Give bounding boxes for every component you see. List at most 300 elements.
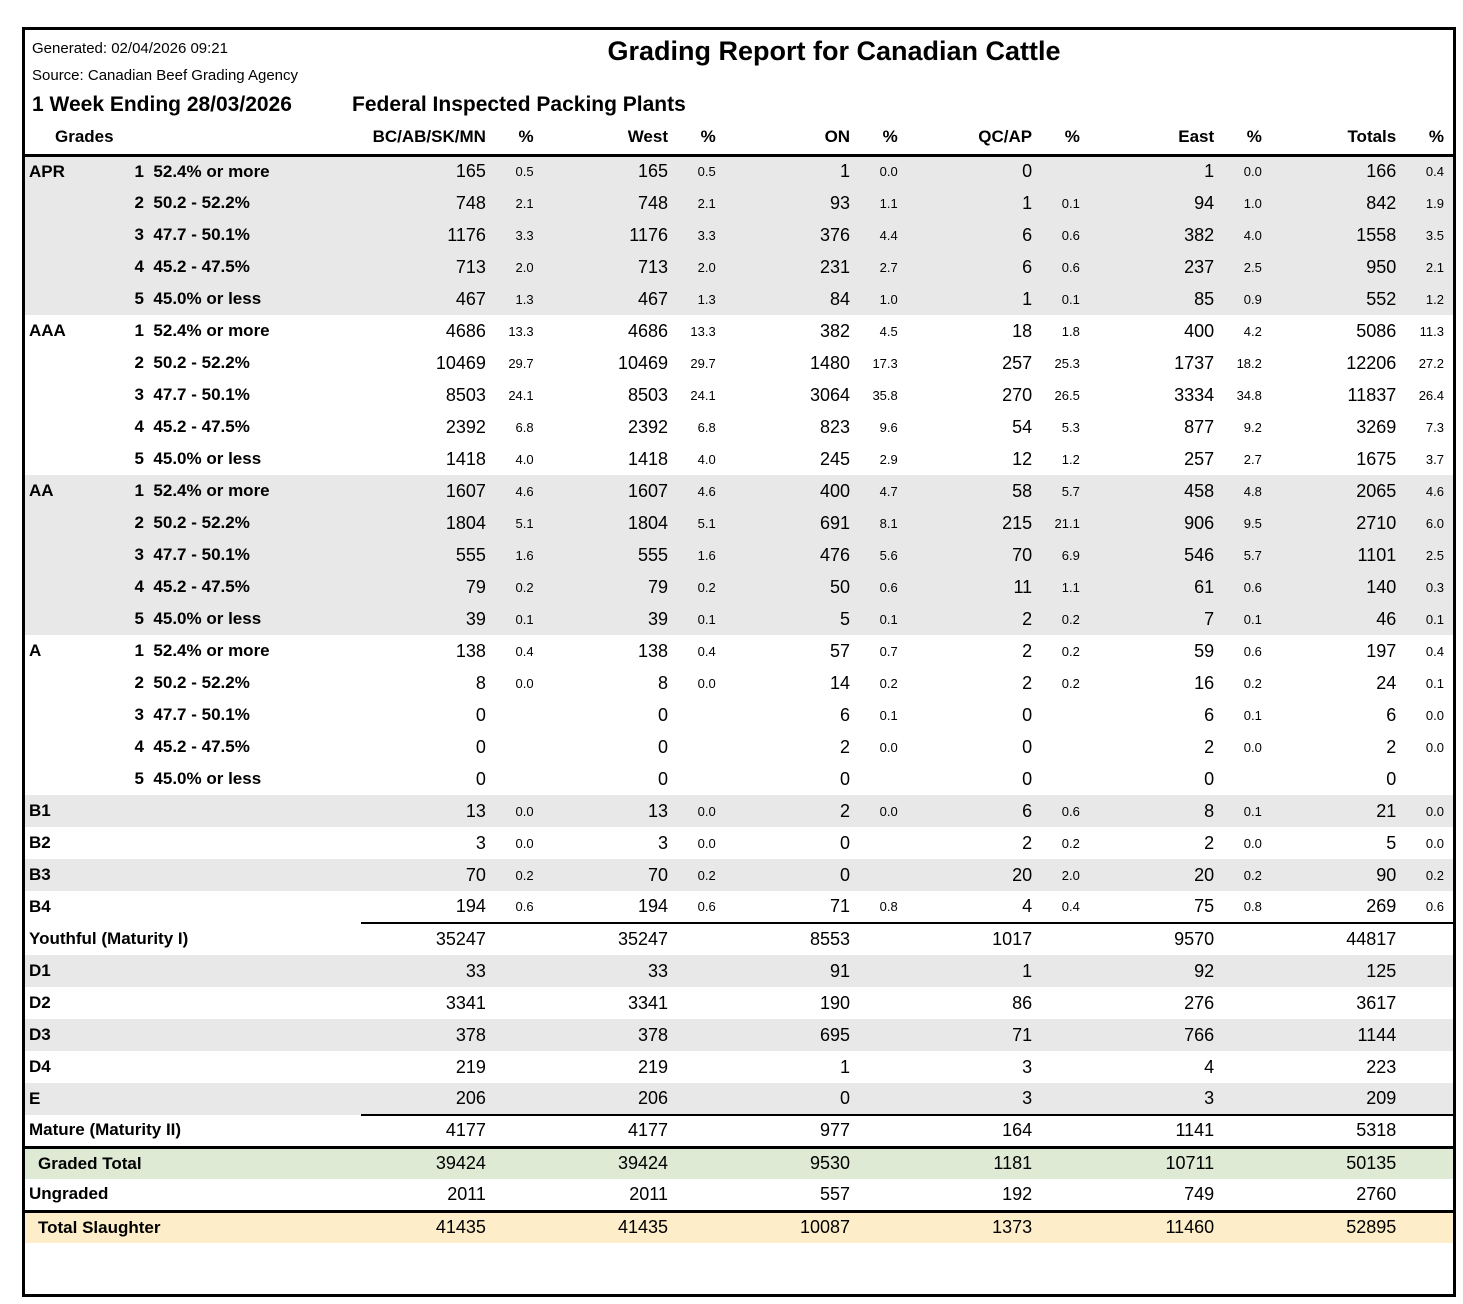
cell-value: 1737 xyxy=(1174,352,1215,373)
cell-percent xyxy=(674,1083,725,1115)
cell-percent: 0.0 xyxy=(1243,835,1262,851)
cell-percent: 9.5 xyxy=(1243,515,1262,531)
cell-percent: 0.2 xyxy=(515,579,534,595)
cell-value: 1 xyxy=(1204,161,1215,182)
cell-value: 3341 xyxy=(627,992,668,1013)
cell-percent: 4.0 xyxy=(1243,227,1262,243)
cell-subgrade-label: 5 45.0% or less xyxy=(134,449,262,468)
cell-value: 8 xyxy=(475,672,486,693)
cell-percent: 1.9 xyxy=(1425,195,1444,211)
cell-percent xyxy=(674,923,725,955)
cell-percent xyxy=(492,1051,543,1083)
cell-subgrade-label: 2 50.2 - 52.2% xyxy=(134,193,250,212)
cell-value: 467 xyxy=(455,288,486,309)
cell-value: 0 xyxy=(840,864,851,885)
cell-percent: 2.0 xyxy=(1061,867,1080,883)
cell-percent xyxy=(674,1179,725,1211)
cell-value: 0 xyxy=(657,768,668,789)
cell-value: 70 xyxy=(1012,544,1033,565)
cell-percent: 4.7 xyxy=(879,483,898,499)
cell-percent: 0.1 xyxy=(1061,291,1080,307)
cell-percent: 17.3 xyxy=(872,355,898,371)
cell-value: 6 xyxy=(1204,704,1215,725)
column-header-east: East xyxy=(1089,122,1220,155)
cell-value: 2 xyxy=(1022,672,1033,693)
cell-value: 748 xyxy=(455,192,486,213)
cell-subgrade-label: 3 47.7 - 50.1% xyxy=(134,705,250,724)
cell-percent: 0.1 xyxy=(1425,675,1444,691)
cell-percent: 0.6 xyxy=(879,579,898,595)
cell-subgrade-label: 2 50.2 - 52.2% xyxy=(134,673,250,692)
cell-percent: 1.8 xyxy=(1061,323,1080,339)
cell-percent: 0.0 xyxy=(1425,835,1444,851)
cell-value: 209 xyxy=(1366,1088,1397,1108)
table-row xyxy=(25,315,1453,347)
cell-subgrade-label: 1 52.4% or more xyxy=(134,481,270,500)
cell-percent xyxy=(492,1115,543,1147)
cell-value: 1804 xyxy=(445,512,486,533)
cell-value: 11837 xyxy=(1347,384,1397,405)
cell-percent xyxy=(1402,1051,1453,1083)
cell-value: 0 xyxy=(475,768,486,789)
cell-value: 16 xyxy=(1194,672,1215,693)
table-row xyxy=(25,539,1453,571)
cell-percent: 2.0 xyxy=(697,259,716,275)
table-row xyxy=(25,1051,1453,1083)
cell-value: 84 xyxy=(830,288,851,309)
cell-value: 10087 xyxy=(725,1211,856,1243)
cell-grade-label: B3 xyxy=(29,865,51,884)
cell-percent xyxy=(492,955,543,987)
cell-value: 3334 xyxy=(1174,384,1215,405)
table-row xyxy=(25,763,1453,795)
cell-percent xyxy=(1038,1115,1089,1147)
cell-value: 1480 xyxy=(810,352,851,373)
cell-subgrade-label: 1 52.4% or more xyxy=(134,321,270,340)
cell-percent: 1.2 xyxy=(1425,291,1444,307)
cell-value: 6 xyxy=(1022,256,1033,277)
cell-percent: 6.0 xyxy=(1425,515,1444,531)
cell-grade-label: D2 xyxy=(29,993,51,1012)
cell-value: 9530 xyxy=(725,1147,856,1179)
cell-percent xyxy=(1402,1115,1453,1147)
cell-value: 2 xyxy=(1204,736,1215,757)
cell-value: 79 xyxy=(647,576,668,597)
cell-percent: 0.9 xyxy=(1243,291,1262,307)
cell-percent: 2.9 xyxy=(879,451,898,467)
cell-percent xyxy=(856,1051,907,1083)
cell-grade-label: APR xyxy=(29,161,65,181)
column-header-pct-4: % xyxy=(1038,122,1089,155)
cell-value: 552 xyxy=(1366,288,1397,309)
cell-value: 555 xyxy=(637,544,668,565)
cell-value: 546 xyxy=(1184,544,1215,565)
cell-percent: 7.3 xyxy=(1425,419,1444,435)
cell-subgrade-label: 2 50.2 - 52.2% xyxy=(134,513,250,532)
cell-percent: 34.8 xyxy=(1236,387,1262,403)
cell-percent: 1.0 xyxy=(1243,195,1262,211)
cell-value: 8553 xyxy=(725,923,856,955)
cell-value: 70 xyxy=(465,864,486,885)
cell-percent: 0.2 xyxy=(1061,611,1080,627)
cell-value: 41435 xyxy=(361,1211,492,1243)
cell-percent: 0.6 xyxy=(1425,899,1444,914)
cell-percent xyxy=(1220,923,1271,955)
cell-value: 2 xyxy=(1386,736,1397,757)
cell-percent xyxy=(856,1083,907,1115)
cell-value: 269 xyxy=(1366,896,1397,916)
cell-percent: 0.0 xyxy=(515,803,534,819)
table-row xyxy=(25,699,1453,731)
cell-percent: 5.6 xyxy=(879,547,898,563)
cell-percent: 1.1 xyxy=(879,195,898,211)
cell-percent: 0.0 xyxy=(697,675,716,691)
cell-grade-label: Mature (Maturity II) xyxy=(29,1120,182,1140)
cell-percent: 0.0 xyxy=(697,803,716,819)
cell-percent: 21.1 xyxy=(1054,515,1080,531)
cell-value: 86 xyxy=(1012,992,1033,1013)
table-row xyxy=(25,1083,1453,1115)
cell-percent xyxy=(1038,155,1089,187)
cell-percent: 0.2 xyxy=(515,867,534,883)
cell-value: 0 xyxy=(657,704,668,725)
cell-percent xyxy=(1402,1019,1453,1051)
cell-percent xyxy=(1038,1083,1089,1115)
cell-value: 3 xyxy=(1022,1056,1033,1077)
cell-value: 18 xyxy=(1012,320,1033,341)
week-ending-line xyxy=(32,89,1453,120)
cell-subgrade-label: 2 50.2 - 52.2% xyxy=(134,353,250,372)
cell-value: 197 xyxy=(1366,640,1397,661)
column-header-qc-ap: QC/AP xyxy=(907,122,1038,155)
table-row xyxy=(25,187,1453,219)
cell-grade-label: Ungraded xyxy=(29,1184,109,1204)
cell-subgrade-label: 5 45.0% or less xyxy=(134,609,262,628)
cell-percent: 1.1 xyxy=(1061,579,1080,595)
cell-value: 1 xyxy=(1022,288,1033,309)
cell-percent: 0.4 xyxy=(1425,643,1444,659)
cell-percent: 1.2 xyxy=(1061,451,1080,467)
cell-percent: 0.5 xyxy=(697,164,716,180)
cell-percent xyxy=(1402,1211,1453,1243)
cell-value: 257 xyxy=(1002,352,1033,373)
cell-percent: 0.1 xyxy=(1243,707,1262,723)
table-row xyxy=(25,219,1453,251)
cell-value: 0 xyxy=(1022,704,1033,725)
cell-percent: 0.3 xyxy=(1425,579,1444,595)
table-row xyxy=(25,1115,1453,1147)
table-row xyxy=(25,411,1453,443)
cell-percent xyxy=(1038,1147,1089,1179)
cell-percent: 0.6 xyxy=(1061,259,1080,275)
cell-value: 5086 xyxy=(1356,320,1397,341)
cell-value: 2 xyxy=(840,800,851,821)
cell-percent: 5.1 xyxy=(515,515,534,531)
cell-value: 257 xyxy=(1184,448,1215,469)
cell-percent: 0.0 xyxy=(879,739,898,755)
cell-value: 24 xyxy=(1376,672,1397,693)
cell-value: 33 xyxy=(647,960,668,981)
cell-value: 0 xyxy=(840,768,851,789)
cell-grade-label: E xyxy=(29,1089,41,1108)
cell-value: 11 xyxy=(1013,576,1033,597)
cell-value: 376 xyxy=(820,224,851,245)
cell-value: 219 xyxy=(637,1056,668,1077)
cell-grade-label xyxy=(25,411,134,443)
cell-percent xyxy=(674,1051,725,1083)
cell-value: 4 xyxy=(1022,896,1033,916)
cell-percent xyxy=(1402,987,1453,1019)
cell-grade-label xyxy=(25,443,134,475)
cell-value: 691 xyxy=(820,512,851,533)
cell-value: 194 xyxy=(637,896,668,916)
cell-percent xyxy=(1220,1083,1271,1115)
cell-percent xyxy=(1220,1179,1271,1211)
cell-value: 1 xyxy=(840,161,851,182)
cell-grade-label xyxy=(25,571,134,603)
cell-percent: 6.8 xyxy=(515,419,534,435)
cell-percent xyxy=(856,987,907,1019)
header-row xyxy=(25,122,1453,155)
cell-subgrade-label: 4 45.2 - 47.5% xyxy=(134,257,250,276)
cell-value: 557 xyxy=(820,1183,851,1204)
cell-value: 52895 xyxy=(1271,1211,1402,1243)
cell-percent: 18.2 xyxy=(1236,355,1262,371)
cell-percent: 13.3 xyxy=(690,323,716,339)
cell-percent: 0.4 xyxy=(697,643,716,659)
cell-value: 3 xyxy=(657,832,668,853)
cell-grade-label xyxy=(25,699,134,731)
grading-table xyxy=(25,122,1453,1243)
cell-value: 3064 xyxy=(810,384,851,405)
cell-percent: 0.2 xyxy=(697,579,716,595)
cell-value: 382 xyxy=(1184,224,1215,245)
cell-value: 58 xyxy=(1012,480,1033,501)
cell-value: 2 xyxy=(1022,640,1033,661)
cell-grade-label xyxy=(25,507,134,539)
cell-percent xyxy=(1220,1115,1271,1147)
cell-percent: 5.3 xyxy=(1061,419,1080,435)
table-row xyxy=(25,859,1453,891)
cell-value: 2760 xyxy=(1356,1183,1397,1204)
cell-value: 1607 xyxy=(627,480,668,501)
cell-percent xyxy=(856,1147,907,1179)
cell-subgrade-label: 4 45.2 - 47.5% xyxy=(134,577,250,596)
cell-subgrade-label: 4 45.2 - 47.5% xyxy=(134,417,250,436)
cell-percent: 0.0 xyxy=(1425,739,1444,755)
cell-grade-label: Youthful (Maturity I) xyxy=(29,929,189,948)
grading-table-body xyxy=(25,155,1453,1243)
cell-percent xyxy=(856,923,907,955)
cell-value: 4177 xyxy=(361,1115,492,1147)
cell-grade-label: D1 xyxy=(29,961,51,980)
cell-value: 91 xyxy=(830,960,851,981)
cell-percent: 0.2 xyxy=(1425,867,1444,883)
cell-percent: 0.6 xyxy=(697,899,716,914)
cell-percent xyxy=(856,1179,907,1211)
cell-percent: 13.3 xyxy=(508,323,534,339)
table-row xyxy=(25,987,1453,1019)
cell-percent xyxy=(674,763,725,795)
cell-value: 39424 xyxy=(361,1147,492,1179)
cell-value: 906 xyxy=(1184,512,1215,533)
cell-value: 1176 xyxy=(629,224,668,245)
cell-percent: 1.6 xyxy=(515,547,534,563)
cell-value: 1 xyxy=(1022,960,1033,981)
column-header-pct-5: % xyxy=(1220,122,1271,155)
cell-percent xyxy=(1220,1051,1271,1083)
cell-value: 5 xyxy=(840,608,851,629)
report-sheet xyxy=(22,27,1456,1297)
cell-percent: 0.5 xyxy=(515,164,534,180)
cell-percent: 6.9 xyxy=(1061,547,1080,563)
cell-value: 1 xyxy=(840,1056,851,1077)
cell-value: 44817 xyxy=(1271,923,1402,955)
cell-value: 57 xyxy=(830,640,851,661)
cell-percent: 26.4 xyxy=(1418,387,1444,403)
cell-percent xyxy=(492,1211,543,1243)
cell-value: 33 xyxy=(465,960,486,981)
cell-percent xyxy=(1038,987,1089,1019)
cell-value: 206 xyxy=(455,1088,486,1108)
cell-value: 2011 xyxy=(447,1183,486,1204)
column-header-pct-2: % xyxy=(674,122,725,155)
cell-value: 90 xyxy=(1376,864,1397,885)
cell-value: 94 xyxy=(1194,192,1215,213)
cell-percent: 11.3 xyxy=(1419,323,1444,339)
column-header-on: ON xyxy=(725,122,856,155)
cell-percent xyxy=(1402,763,1453,795)
cell-value: 400 xyxy=(820,480,851,501)
cell-value: 555 xyxy=(455,544,486,565)
cell-value: 54 xyxy=(1012,416,1033,437)
cell-value: 748 xyxy=(637,192,668,213)
cell-percent: 2.0 xyxy=(515,259,534,275)
cell-percent: 0.0 xyxy=(1425,707,1444,723)
cell-percent xyxy=(1402,1147,1453,1179)
cell-grade-label xyxy=(25,251,134,283)
table-row xyxy=(25,891,1453,923)
table-row xyxy=(25,507,1453,539)
cell-value: 50135 xyxy=(1271,1147,1402,1179)
cell-percent: 0.2 xyxy=(1061,643,1080,659)
cell-percent: 35.8 xyxy=(872,387,898,403)
cell-value: 50 xyxy=(830,576,851,597)
cell-percent xyxy=(492,1019,543,1051)
column-header-totals: Totals xyxy=(1271,122,1402,155)
cell-percent xyxy=(1220,763,1271,795)
cell-percent xyxy=(1038,955,1089,987)
cell-percent: 2.1 xyxy=(515,195,534,211)
cell-value: 166 xyxy=(1366,161,1397,182)
cell-percent: 0.1 xyxy=(1061,195,1080,211)
table-row xyxy=(25,635,1453,667)
cell-percent xyxy=(674,955,725,987)
cell-value: 194 xyxy=(455,896,486,916)
cell-value: 6 xyxy=(1386,704,1397,725)
cell-percent xyxy=(674,699,725,731)
cell-percent: 0.2 xyxy=(1061,675,1080,691)
cell-percent xyxy=(1220,987,1271,1019)
cell-value: 1418 xyxy=(445,448,486,469)
cell-percent: 4.2 xyxy=(1243,323,1262,339)
cell-value: 400 xyxy=(1184,320,1215,341)
cell-value: 2710 xyxy=(1356,512,1397,533)
cell-percent xyxy=(1402,1083,1453,1115)
cell-percent: 0.6 xyxy=(515,899,534,914)
cell-value: 0 xyxy=(475,736,486,757)
cell-value: 190 xyxy=(820,992,851,1013)
cell-percent xyxy=(492,987,543,1019)
cell-percent: 2.7 xyxy=(1243,451,1262,467)
cell-percent: 4.6 xyxy=(697,483,716,499)
cell-percent: 0.1 xyxy=(1425,611,1444,627)
cell-percent: 2.5 xyxy=(1425,547,1444,563)
column-header-west: West xyxy=(543,122,674,155)
cell-value: 125 xyxy=(1366,960,1397,981)
cell-percent xyxy=(1402,1179,1453,1211)
cell-percent xyxy=(1038,923,1089,955)
column-header-pct-1: % xyxy=(492,122,543,155)
cell-percent xyxy=(1402,923,1453,955)
cell-percent xyxy=(1220,1211,1271,1243)
cell-percent: 0.6 xyxy=(1243,643,1262,659)
cell-percent: 4.6 xyxy=(1425,483,1444,499)
table-row xyxy=(25,827,1453,859)
cell-value: 71 xyxy=(830,896,851,916)
cell-percent xyxy=(1038,1211,1089,1243)
table-row xyxy=(25,1179,1453,1211)
cell-percent: 1.0 xyxy=(879,291,898,307)
cell-percent: 0.0 xyxy=(879,164,898,180)
cell-percent xyxy=(856,1211,907,1243)
cell-value: 6 xyxy=(840,704,851,725)
cell-value: 11460 xyxy=(1089,1211,1220,1243)
cell-percent: 0.0 xyxy=(515,835,534,851)
cell-value: 35247 xyxy=(543,923,674,955)
cell-percent: 25.3 xyxy=(1054,355,1080,371)
cell-percent: 0.0 xyxy=(1243,164,1262,180)
cell-percent xyxy=(674,1019,725,1051)
cell-percent: 2.1 xyxy=(1425,259,1444,275)
cell-percent: 6.8 xyxy=(697,419,716,435)
cell-grade-label: B2 xyxy=(29,833,51,852)
cell-value: 0 xyxy=(1022,736,1033,757)
cell-percent xyxy=(856,1019,907,1051)
cell-percent xyxy=(1038,763,1089,795)
cell-value: 2 xyxy=(1022,832,1033,853)
cell-value: 7 xyxy=(1204,608,1215,629)
cell-value: 4686 xyxy=(627,320,668,341)
cell-percent: 24.1 xyxy=(690,387,716,403)
cell-value: 10469 xyxy=(435,352,486,373)
cell-value: 4 xyxy=(1204,1056,1215,1077)
cell-value: 2 xyxy=(1022,608,1033,629)
cell-percent: 0.6 xyxy=(1061,803,1080,819)
cell-value: 766 xyxy=(1184,1024,1215,1045)
cell-percent: 0.2 xyxy=(879,675,898,691)
cell-percent: 1.3 xyxy=(515,291,534,307)
column-header-grades: Grades xyxy=(25,122,361,155)
cell-value: 46 xyxy=(1376,608,1397,629)
cell-value: 59 xyxy=(1194,640,1215,661)
table-row xyxy=(25,571,1453,603)
cell-value: 10469 xyxy=(617,352,668,373)
column-header-bc-ab-sk-mn: BC/AB/SK/MN xyxy=(361,122,492,155)
cell-percent xyxy=(492,763,543,795)
cell-percent: 29.7 xyxy=(508,355,534,371)
cell-percent: 1.3 xyxy=(697,291,716,307)
